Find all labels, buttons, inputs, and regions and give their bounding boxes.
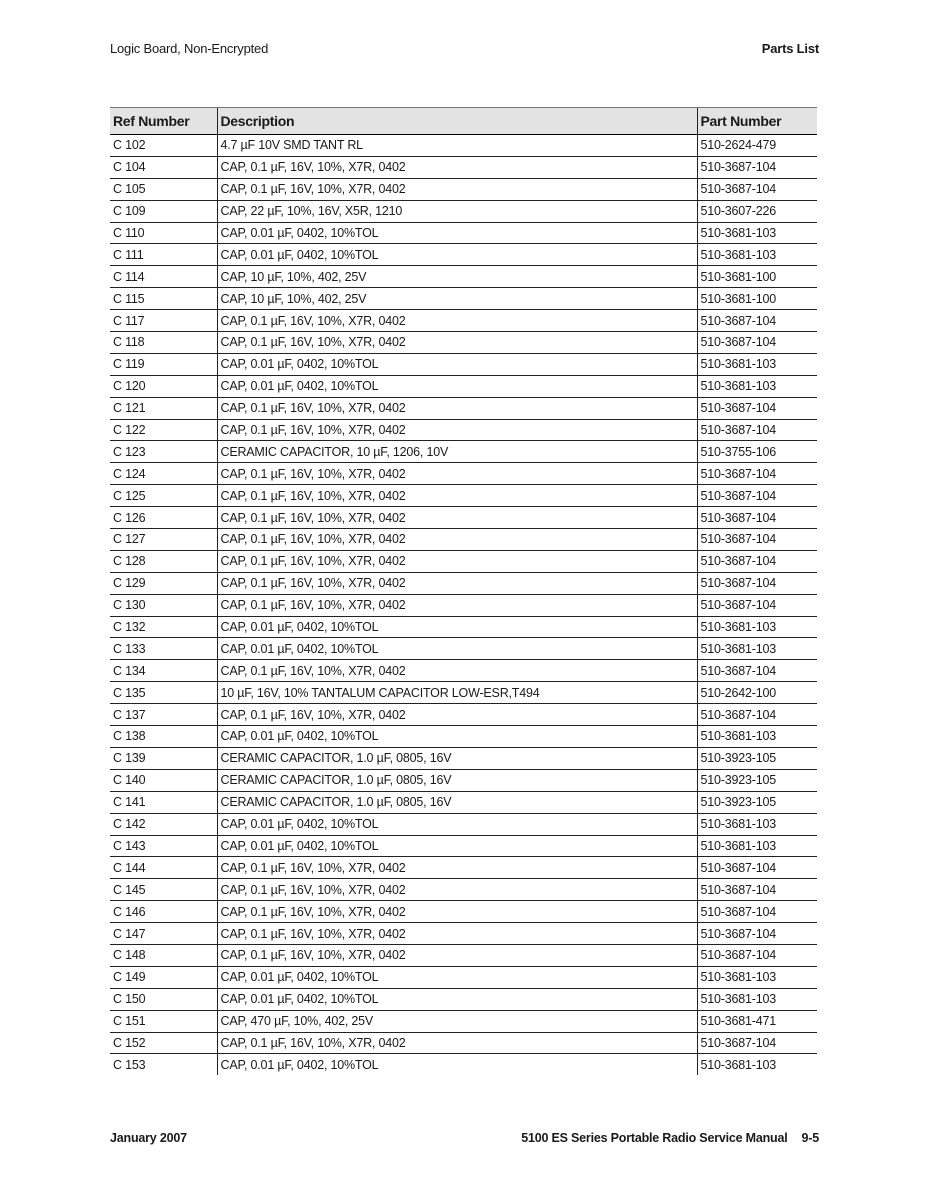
ref-number-cell: C 126	[110, 507, 217, 529]
description-cell: CAP, 0.01 µF, 0402, 10%TOL	[217, 244, 697, 266]
part-number-cell: 510-3687-104	[697, 397, 817, 419]
description-cell: CAP, 0.01 µF, 0402, 10%TOL	[217, 353, 697, 375]
ref-number-cell: C 104	[110, 156, 217, 178]
description-cell: CAP, 0.1 µF, 16V, 10%, X7R, 0402	[217, 594, 697, 616]
table-row	[110, 813, 817, 835]
table-row	[110, 944, 817, 966]
table-row	[110, 726, 817, 748]
table-row	[110, 704, 817, 726]
ref-number-cell: C 109	[110, 200, 217, 222]
part-number-cell: 510-3687-104	[697, 1032, 817, 1054]
table-row	[110, 879, 817, 901]
ref-number-cell: C 120	[110, 375, 217, 397]
part-number-cell: 510-3687-104	[697, 529, 817, 551]
part-number-cell: 510-3681-103	[697, 638, 817, 660]
part-number-cell: 510-3923-105	[697, 769, 817, 791]
description-cell: CAP, 0.1 µF, 16V, 10%, X7R, 0402	[217, 550, 697, 572]
description-cell: CAP, 0.01 µF, 0402, 10%TOL	[217, 638, 697, 660]
description-cell: CAP, 0.01 µF, 0402, 10%TOL	[217, 616, 697, 638]
table-row	[110, 529, 817, 551]
table-row	[110, 222, 817, 244]
header-chapter-title: Parts List	[761, 41, 819, 56]
part-number-cell: 510-3687-104	[697, 572, 817, 594]
description-cell: CAP, 0.1 µF, 16V, 10%, X7R, 0402	[217, 178, 697, 200]
table-row	[110, 375, 817, 397]
part-number-cell: 510-3923-105	[697, 747, 817, 769]
ref-number-cell: C 105	[110, 178, 217, 200]
ref-number-cell: C 115	[110, 288, 217, 310]
description-cell: CAP, 0.01 µF, 0402, 10%TOL	[217, 835, 697, 857]
footer-manual-title: 5100 ES Series Portable Radio Service Manual	[521, 1131, 788, 1145]
part-number-cell: 510-3687-104	[697, 332, 817, 354]
description-cell: CAP, 0.1 µF, 16V, 10%, X7R, 0402	[217, 704, 697, 726]
table-row	[110, 594, 817, 616]
table-row	[110, 200, 817, 222]
table-row	[110, 1010, 817, 1032]
part-number-cell: 510-3681-103	[697, 244, 817, 266]
ref-number-cell: C 124	[110, 463, 217, 485]
table-row	[110, 310, 817, 332]
ref-number-cell: C 114	[110, 266, 217, 288]
ref-number-cell: C 134	[110, 660, 217, 682]
table-row	[110, 419, 817, 441]
part-number-cell: 510-3687-104	[697, 310, 817, 332]
description-cell: CAP, 0.01 µF, 0402, 10%TOL	[217, 1054, 697, 1075]
table-row	[110, 485, 817, 507]
description-cell: CAP, 0.1 µF, 16V, 10%, X7R, 0402	[217, 485, 697, 507]
ref-number-cell: C 133	[110, 638, 217, 660]
part-number-cell: 510-3607-226	[697, 200, 817, 222]
description-cell: 10 µF, 16V, 10% TANTALUM CAPACITOR LOW-ESR,T494	[217, 682, 697, 704]
table-row	[110, 332, 817, 354]
description-cell: CERAMIC CAPACITOR, 1.0 µF, 0805, 16V	[217, 769, 697, 791]
ref-number-cell: C 135	[110, 682, 217, 704]
part-number-cell: 510-3923-105	[697, 791, 817, 813]
table-row	[110, 747, 817, 769]
description-cell: CAP, 0.1 µF, 16V, 10%, X7R, 0402	[217, 901, 697, 923]
part-number-cell: 510-3687-104	[697, 156, 817, 178]
ref-number-cell: C 139	[110, 747, 217, 769]
table-row	[110, 966, 817, 988]
ref-number-cell: C 121	[110, 397, 217, 419]
parts-list-table	[110, 107, 817, 1075]
ref-number-cell: C 148	[110, 944, 217, 966]
table-row	[110, 923, 817, 945]
ref-number-cell: C 132	[110, 616, 217, 638]
column-header-part-number: Part Number	[697, 108, 817, 135]
ref-number-cell: C 122	[110, 419, 217, 441]
ref-number-cell: C 141	[110, 791, 217, 813]
table-row	[110, 572, 817, 594]
table-row	[110, 638, 817, 660]
description-cell: CAP, 0.01 µF, 0402, 10%TOL	[217, 222, 697, 244]
description-cell: CAP, 0.1 µF, 16V, 10%, X7R, 0402	[217, 463, 697, 485]
table-row	[110, 288, 817, 310]
part-number-cell: 510-3681-471	[697, 1010, 817, 1032]
ref-number-cell: C 117	[110, 310, 217, 332]
part-number-cell: 510-3687-104	[697, 660, 817, 682]
table-row	[110, 135, 817, 157]
description-cell: CAP, 0.01 µF, 0402, 10%TOL	[217, 988, 697, 1010]
part-number-cell: 510-3687-104	[697, 178, 817, 200]
part-number-cell: 510-3687-104	[697, 485, 817, 507]
table-row	[110, 616, 817, 638]
footer-date: January 2007	[110, 1131, 187, 1145]
description-cell: CAP, 0.1 µF, 16V, 10%, X7R, 0402	[217, 572, 697, 594]
table-header-row	[110, 108, 817, 135]
part-number-cell: 510-3681-103	[697, 835, 817, 857]
table-row	[110, 769, 817, 791]
part-number-cell: 510-3687-104	[697, 879, 817, 901]
ref-number-cell: C 143	[110, 835, 217, 857]
description-cell: CERAMIC CAPACITOR, 1.0 µF, 0805, 16V	[217, 791, 697, 813]
ref-number-cell: C 146	[110, 901, 217, 923]
ref-number-cell: C 110	[110, 222, 217, 244]
description-cell: CERAMIC CAPACITOR, 10 µF, 1206, 10V	[217, 441, 697, 463]
part-number-cell: 510-3681-103	[697, 1054, 817, 1075]
description-cell: CAP, 10 µF, 10%, 402, 25V	[217, 266, 697, 288]
ref-number-cell: C 150	[110, 988, 217, 1010]
ref-number-cell: C 118	[110, 332, 217, 354]
ref-number-cell: C 144	[110, 857, 217, 879]
part-number-cell: 510-2624-479	[697, 135, 817, 157]
part-number-cell: 510-3687-104	[697, 901, 817, 923]
description-cell: CAP, 0.1 µF, 16V, 10%, X7R, 0402	[217, 529, 697, 551]
part-number-cell: 510-3687-104	[697, 507, 817, 529]
table-row	[110, 507, 817, 529]
description-cell: CAP, 0.01 µF, 0402, 10%TOL	[217, 726, 697, 748]
ref-number-cell: C 137	[110, 704, 217, 726]
table-row	[110, 857, 817, 879]
part-number-cell: 510-3681-103	[697, 222, 817, 244]
ref-number-cell: C 152	[110, 1032, 217, 1054]
part-number-cell: 510-3681-100	[697, 266, 817, 288]
table-row	[110, 1032, 817, 1054]
part-number-cell: 510-3681-103	[697, 813, 817, 835]
footer-page-number: 9-5	[801, 1131, 819, 1145]
table-row	[110, 397, 817, 419]
ref-number-cell: C 140	[110, 769, 217, 791]
ref-number-cell: C 153	[113, 1057, 146, 1072]
description-cell: CAP, 0.1 µF, 16V, 10%, X7R, 0402	[217, 397, 697, 419]
table-row	[110, 441, 817, 463]
ref-number-cell: C 142	[110, 813, 217, 835]
ref-number-cell: C 119	[110, 353, 217, 375]
ref-number-cell: C 111	[110, 244, 217, 266]
description-cell: CAP, 470 µF, 10%, 402, 25V	[217, 1010, 697, 1032]
part-number-cell: 510-3687-104	[697, 550, 817, 572]
part-number-cell: 510-3687-104	[697, 857, 817, 879]
description-cell: CAP, 0.1 µF, 16V, 10%, X7R, 0402	[217, 332, 697, 354]
ref-number-cell: C 149	[110, 966, 217, 988]
table-row	[110, 1054, 817, 1075]
part-number-cell: 510-3687-104	[697, 944, 817, 966]
header-section-title: Logic Board, Non-Encrypted	[110, 41, 269, 56]
part-number-cell: 510-3681-100	[697, 288, 817, 310]
table-row	[110, 682, 817, 704]
ref-number-cell: C 138	[110, 726, 217, 748]
ref-number-cell: C 151	[110, 1010, 217, 1032]
part-number-cell: 510-3681-103	[697, 966, 817, 988]
column-header-description: Description	[217, 108, 697, 135]
description-cell: CAP, 0.1 µF, 16V, 10%, X7R, 0402	[217, 857, 697, 879]
column-header-ref-number: Ref Number	[110, 108, 217, 135]
description-cell: CAP, 0.01 µF, 0402, 10%TOL	[217, 966, 697, 988]
part-number-cell: 510-3687-104	[697, 419, 817, 441]
table-row	[110, 988, 817, 1010]
table-row	[110, 244, 817, 266]
description-cell: CAP, 0.1 µF, 16V, 10%, X7R, 0402	[217, 507, 697, 529]
description-cell: CAP, 0.1 µF, 16V, 10%, X7R, 0402	[217, 310, 697, 332]
description-cell: CAP, 0.1 µF, 16V, 10%, X7R, 0402	[217, 156, 697, 178]
ref-number-cell: C 127	[110, 529, 217, 551]
ref-number-cell: C 123	[110, 441, 217, 463]
table-row	[110, 550, 817, 572]
table-row	[110, 835, 817, 857]
table-row	[110, 791, 817, 813]
description-cell: CAP, 0.01 µF, 0402, 10%TOL	[217, 813, 697, 835]
part-number-cell: 510-3681-103	[697, 353, 817, 375]
part-number-cell: 510-3681-103	[697, 375, 817, 397]
part-number-cell: 510-3681-103	[697, 726, 817, 748]
ref-number-cell: C 102	[110, 135, 217, 157]
table-row	[110, 463, 817, 485]
description-cell: CAP, 0.1 µF, 16V, 10%, X7R, 0402	[217, 923, 697, 945]
part-number-cell: 510-3687-104	[697, 704, 817, 726]
ref-number-cell: C 128	[110, 550, 217, 572]
part-number-cell: 510-3687-104	[697, 594, 817, 616]
table-row	[110, 353, 817, 375]
description-cell: CAP, 0.1 µF, 16V, 10%, X7R, 0402	[217, 660, 697, 682]
description-cell: CAP, 0.1 µF, 16V, 10%, X7R, 0402	[217, 944, 697, 966]
table-row	[110, 901, 817, 923]
description-cell: CAP, 22 µF, 10%, 16V, X5R, 1210	[217, 200, 697, 222]
ref-number-cell: C 125	[110, 485, 217, 507]
description-cell: 4.7 µF 10V SMD TANT RL	[217, 135, 697, 157]
ref-number-cell: C 147	[110, 923, 217, 945]
part-number-cell: 510-3687-104	[697, 463, 817, 485]
part-number-cell: 510-3687-104	[697, 923, 817, 945]
description-cell: CAP, 0.1 µF, 16V, 10%, X7R, 0402	[217, 1032, 697, 1054]
table-body	[110, 135, 817, 1076]
table-row	[110, 266, 817, 288]
table-row	[110, 156, 817, 178]
description-cell: CAP, 0.1 µF, 16V, 10%, X7R, 0402	[217, 879, 697, 901]
ref-number-cell: C 129	[110, 572, 217, 594]
description-cell: CAP, 10 µF, 10%, 402, 25V	[217, 288, 697, 310]
footer-manual-info	[521, 1131, 819, 1145]
description-cell: CAP, 0.01 µF, 0402, 10%TOL	[217, 375, 697, 397]
description-cell: CAP, 0.1 µF, 16V, 10%, X7R, 0402	[217, 419, 697, 441]
description-cell: CERAMIC CAPACITOR, 1.0 µF, 0805, 16V	[217, 747, 697, 769]
part-number-cell: 510-3681-103	[697, 616, 817, 638]
part-number-cell: 510-3755-106	[697, 441, 817, 463]
ref-number-cell: C 130	[110, 594, 217, 616]
table-row	[110, 178, 817, 200]
part-number-cell: 510-2642-100	[697, 682, 817, 704]
table-row	[110, 660, 817, 682]
ref-number-cell: C 145	[110, 879, 217, 901]
part-number-cell: 510-3681-103	[697, 988, 817, 1010]
